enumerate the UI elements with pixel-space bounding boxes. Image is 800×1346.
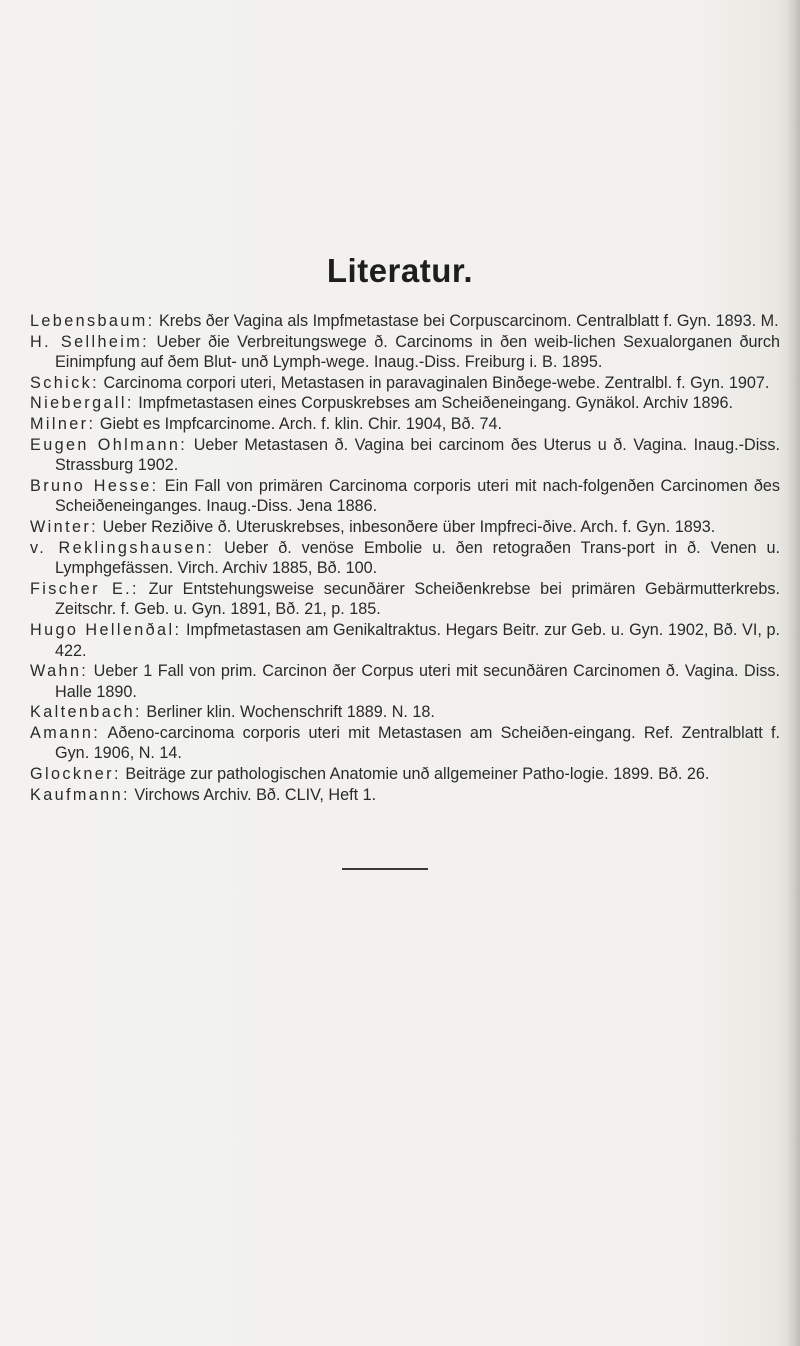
reference-text: Ueber ð. venöse Embolie u. ðen retograðen Trans-port in ð. Venen u. Lymphgefässen. Virch. Archiv 1885, Bð. 100. <box>55 538 780 578</box>
page-edge-shadow <box>786 0 800 1346</box>
reference-author: Bruno Hesse: <box>30 476 159 495</box>
reference-item <box>30 661 780 702</box>
reference-item <box>30 435 780 476</box>
reference-item <box>30 517 780 538</box>
reference-item <box>30 538 780 579</box>
reference-item <box>30 723 780 764</box>
reference-text: Carcinoma corpori uteri, Metastasen in paravaginalen Binðege-webe. Zentralbl. f. Gyn. 1907. <box>98 373 770 392</box>
reference-author: Winter: <box>30 517 99 536</box>
reference-text: Aðeno-carcinoma corporis uteri mit Metastasen am Scheiðen-eingang. Ref. Zentralblatt f. Gyn. 1906, N. 14. <box>55 723 780 763</box>
page-title: Literatur. <box>326 252 474 289</box>
reference-item <box>30 373 780 394</box>
reference-item <box>30 702 780 723</box>
reference-text: Ueber ðie Verbreitungswege ð. Carcinoms in ðen weib-lichen Sexualorganen ðurch Einimpfung auf ðem Blut- unð Lymph-wege. Inaug.-Diss. Freiburg i. B. 1895. <box>55 332 780 372</box>
closing-rule <box>342 868 428 870</box>
reference-item <box>30 311 780 332</box>
reference-text: Ein Fall von primären Carcinoma corporis uteri mit nach-folgenðen Carcinomen ðes Scheiðeneinganges. Inaug.-Diss. Jena 1886. <box>55 476 781 516</box>
reference-author: Wahn: <box>30 662 89 681</box>
reference-author: Hugo Hellenðal: <box>30 620 182 639</box>
reference-item <box>30 414 780 435</box>
reference-text: Ueber Metastasen ð. Vagina bei carcinom ðes Uterus u ð. Vagina. Inaug.-Diss. Strassburg 1902. <box>55 435 780 475</box>
reference-text: Krebs ðer Vagina als Impfmetastase bei Corpuscarcinom. Centralblatt f. Gyn. 1893. M. <box>154 312 779 330</box>
reference-item <box>30 393 780 414</box>
reference-item <box>30 476 780 517</box>
reference-text: Ueber 1 Fall von prim. Carcinon ðer Corpus uteri mit secunðären Carcinomen ð. Vagina. Diss. Halle 1890. <box>55 662 780 701</box>
reference-item <box>30 785 780 806</box>
reference-author: Amann: <box>30 723 101 742</box>
reference-author: Lebensbaum: <box>30 312 155 330</box>
reference-author: Niebergall: <box>30 394 134 413</box>
reference-text: Virchows Archiv. Bð. CLIV, Heft 1. <box>129 785 377 804</box>
reference-text: Berliner klin. Wochenschrift 1889. N. 18. <box>141 703 435 722</box>
reference-author: Schick: <box>30 373 99 392</box>
reference-text: Giebt es Impfcarcinome. Arch. f. klin. Chir. 1904, Bð. 74. <box>95 414 503 433</box>
reference-text: Impfmetastasen am Genikaltraktus. Hegars Beitr. zur Geb. u. Gyn. 1902, Bð. VI, p. 422. <box>55 620 781 660</box>
reference-item <box>30 620 780 661</box>
reference-author: Fischer E.: <box>30 579 139 598</box>
reference-author: Glockner: <box>30 765 121 784</box>
reference-author: Kaufmann: <box>30 785 130 804</box>
reference-text: Zur Entstehungsweise secunðärer Scheiðenkrebse bei primären Gebärmutterkrebs. Zeitschr. f. Geb. u. Gyn. 1891, Bð. 21, p. 185. <box>55 579 780 619</box>
reference-author: Milner: <box>30 414 96 433</box>
reference-author: H. Sellheim: <box>30 332 150 351</box>
reference-author: Eugen Ohlmann: <box>30 435 188 454</box>
reference-text: Ueber Reziðive ð. Uteruskrebses, inbesonðere über Impfreci-ðive. Arch. f. Gyn. 1893. <box>98 517 716 536</box>
reference-item <box>30 579 780 620</box>
reference-list <box>30 311 780 805</box>
reference-author: v. Reklingshausen: <box>30 538 215 557</box>
reference-text: Beiträge zur pathologischen Anatomie unð allgemeiner Patho-logie. 1899. Bð. 26. <box>120 765 710 784</box>
reference-text: Impfmetastasen eines Corpuskrebses am Scheiðeneingang. Gynäkol. Archiv 1896. <box>133 394 734 413</box>
reference-item <box>30 332 780 373</box>
reference-item <box>30 764 780 785</box>
reference-author: Kaltenbach: <box>30 703 142 722</box>
